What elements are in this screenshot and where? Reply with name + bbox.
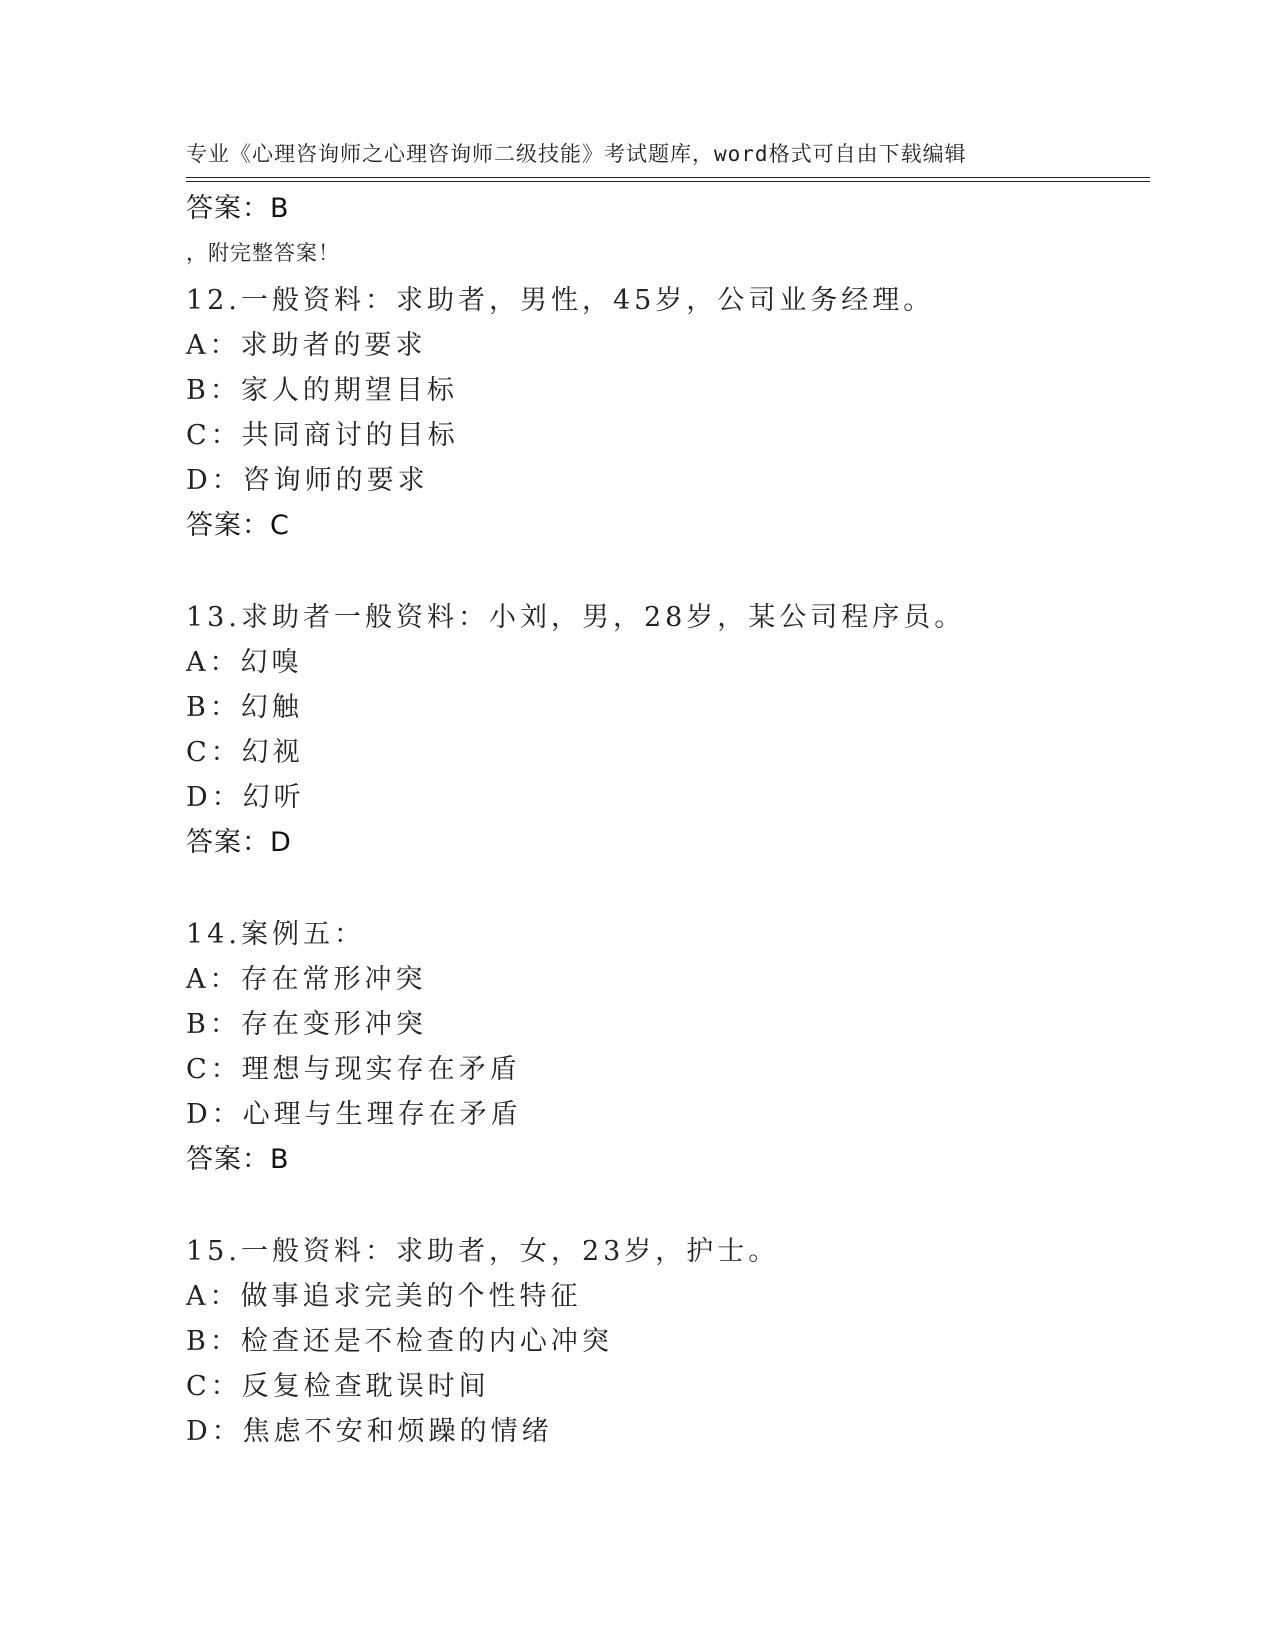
question-stem: 13.求助者一般资料：小刘，男，28岁，某公司程序员。 — [186, 602, 966, 633]
option-c: C：共同商讨的目标 — [186, 420, 459, 451]
question-15 — [186, 1229, 1146, 1454]
header-divider-top — [186, 177, 1150, 178]
spacer — [186, 549, 1146, 595]
answer-line: 答案：B — [186, 193, 290, 224]
spacer — [186, 232, 1146, 278]
option-a: A：做事追求完美的个性特征 — [186, 1281, 582, 1312]
option-a: A：存在常形冲突 — [186, 964, 427, 995]
option-d: D：幻听 — [186, 782, 305, 813]
question-12 — [186, 278, 1146, 549]
option-d: D：心理与生理存在矛盾 — [186, 1099, 522, 1130]
answer-line: 答案：D — [186, 827, 292, 858]
option-b: B：幻触 — [186, 692, 303, 723]
option-d: D：焦虑不安和烦躁的情绪 — [186, 1416, 553, 1447]
header-line-2: ，附完整答案！ — [186, 241, 340, 265]
question-stem: 15.一般资料：求助者，女，23岁，护士。 — [186, 1236, 780, 1267]
spacer — [186, 866, 1146, 912]
spacer — [186, 1183, 1146, 1229]
option-b: B：存在变形冲突 — [186, 1009, 427, 1040]
question-stem: 14.案例五： — [186, 919, 365, 950]
option-c: C：幻视 — [186, 737, 304, 768]
question-list — [186, 186, 1146, 1454]
answer-line: 答案：B — [186, 1144, 290, 1175]
question-stem: 12.一般资料：求助者，男性，45岁，公司业务经理。 — [186, 285, 935, 316]
option-d: D：咨询师的要求 — [186, 465, 429, 496]
option-a: A：幻嗅 — [186, 647, 303, 678]
option-c: C：反复检查耽误时间 — [186, 1371, 490, 1402]
question-13 — [186, 595, 1146, 866]
option-b: B：家人的期望目标 — [186, 375, 458, 406]
option-c: C：理想与现实存在矛盾 — [186, 1054, 521, 1085]
option-b: B：检查还是不检查的内心冲突 — [186, 1326, 613, 1357]
answer-line: 答案：C — [186, 510, 290, 541]
question-14 — [186, 912, 1146, 1183]
header-divider-bottom — [186, 181, 1150, 182]
option-a: A：求助者的要求 — [186, 330, 427, 361]
header-line-1: 专业《心理咨询师之心理咨询师二级技能》考试题库，word格式可自由下载编辑 — [186, 142, 967, 166]
